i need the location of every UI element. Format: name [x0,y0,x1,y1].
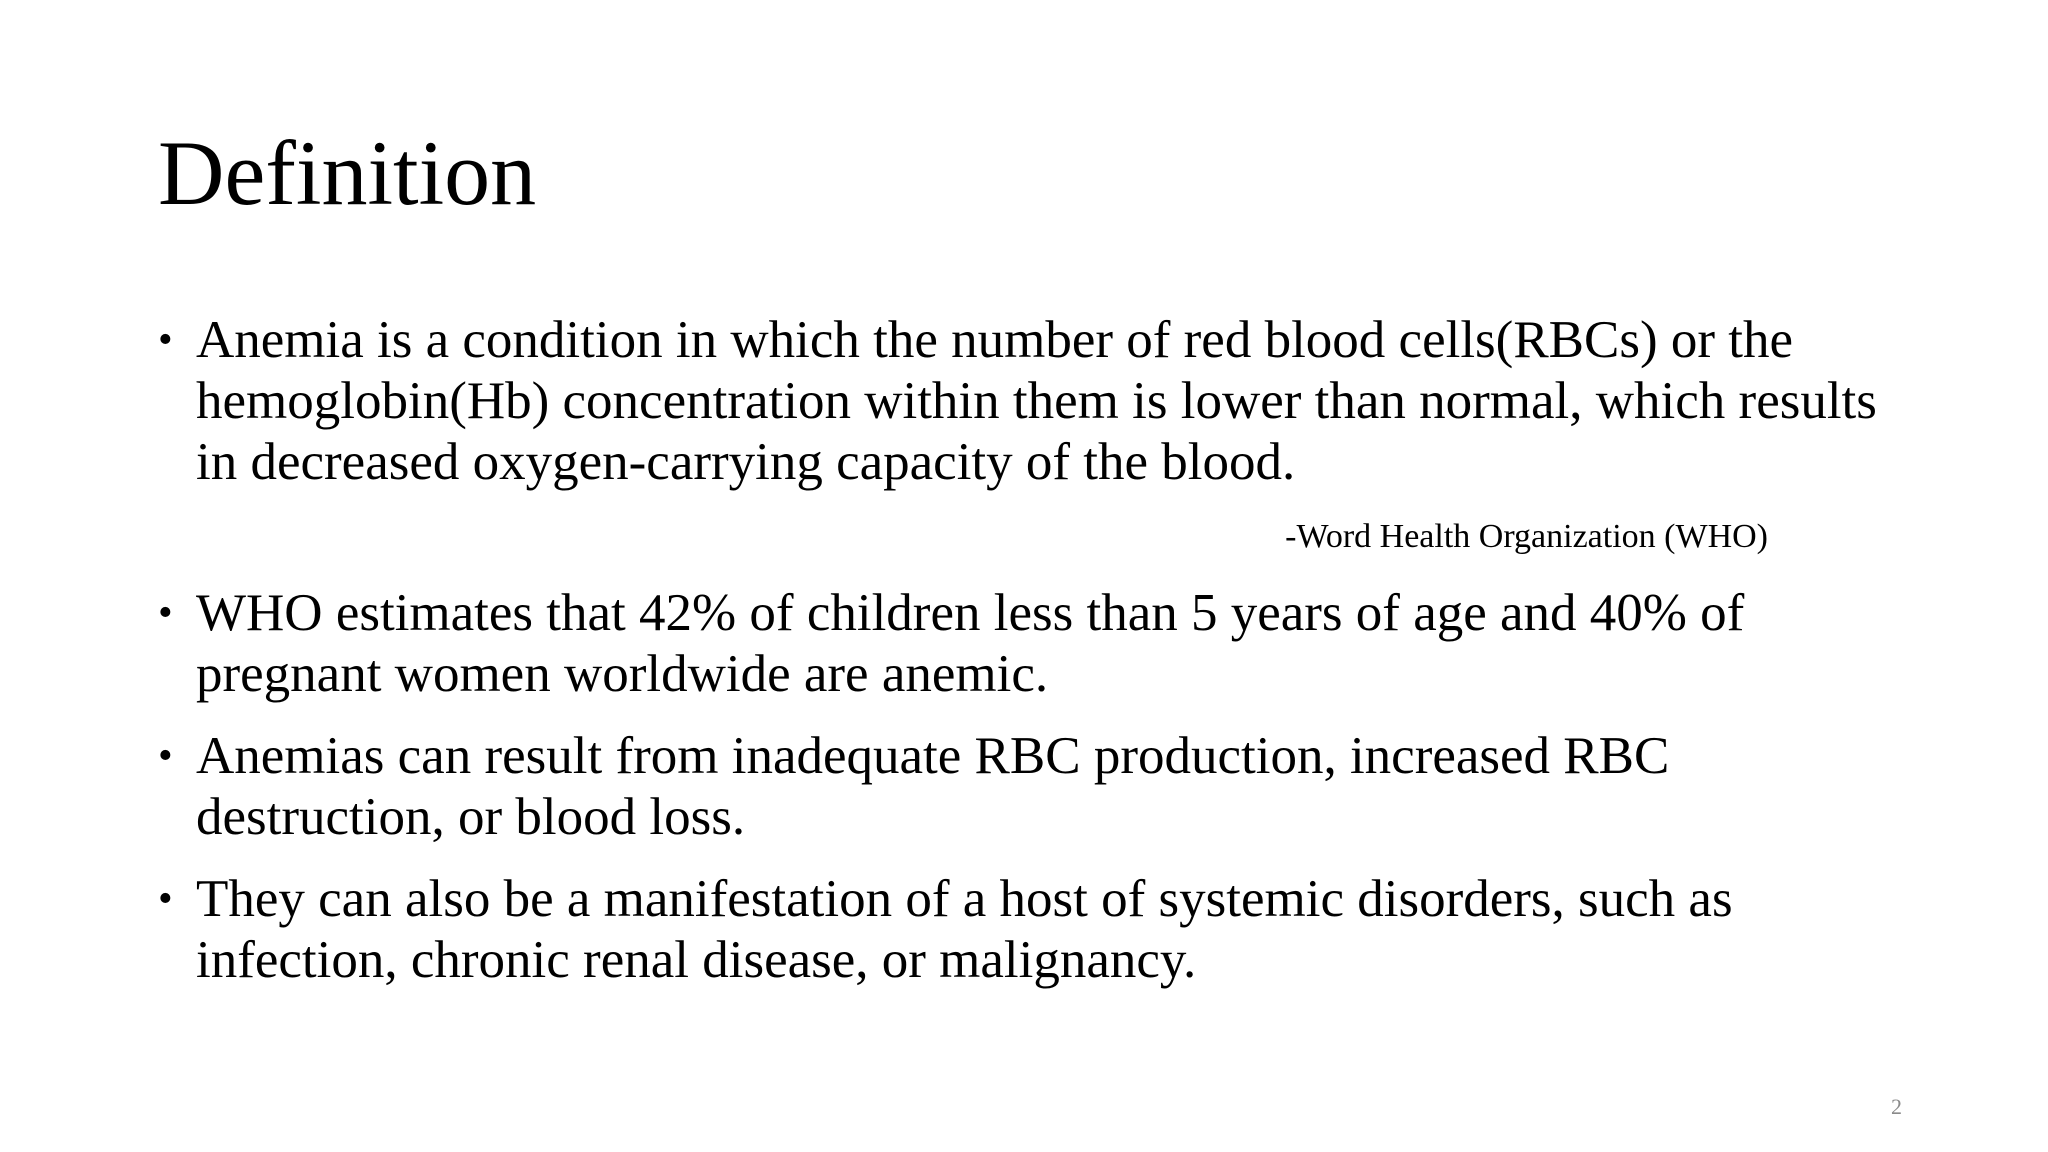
slide-title: Definition [158,122,537,224]
bullet-item [158,726,1918,848]
bullet-marker-icon: • [158,590,173,636]
bullet-text: Anemias can result from inadequate RBC production, increased RBC destruction, or blood loss. [196,727,1670,846]
page-number: 2 [1891,1094,1902,1119]
bullet-list [158,310,1918,991]
attribution: -Word Health Organization (WHO) [1285,518,1768,555]
bullet-item [158,310,1918,493]
bullet-text: WHO estimates that 42% of children less than 5 years of age and 40% of pregnant women worldwide are anemic. [196,584,1745,703]
bullet-text: Anemia is a condition in which the number of red blood cells(RBCs) or the hemoglobin(Hb) concentration within them is lower than normal, which results in decreased oxygen-carrying capacity of the blood. [196,311,1877,491]
bullet-item [158,869,1918,991]
bullet-marker-icon: • [158,876,173,922]
bullet-marker-icon: • [158,317,173,363]
bullet-marker-icon: • [158,733,173,779]
bullet-item [158,583,1918,705]
bullet-text: They can also be a manifestation of a host of systemic disorders, such as infection, chronic renal disease, or malignancy. [196,870,1733,989]
